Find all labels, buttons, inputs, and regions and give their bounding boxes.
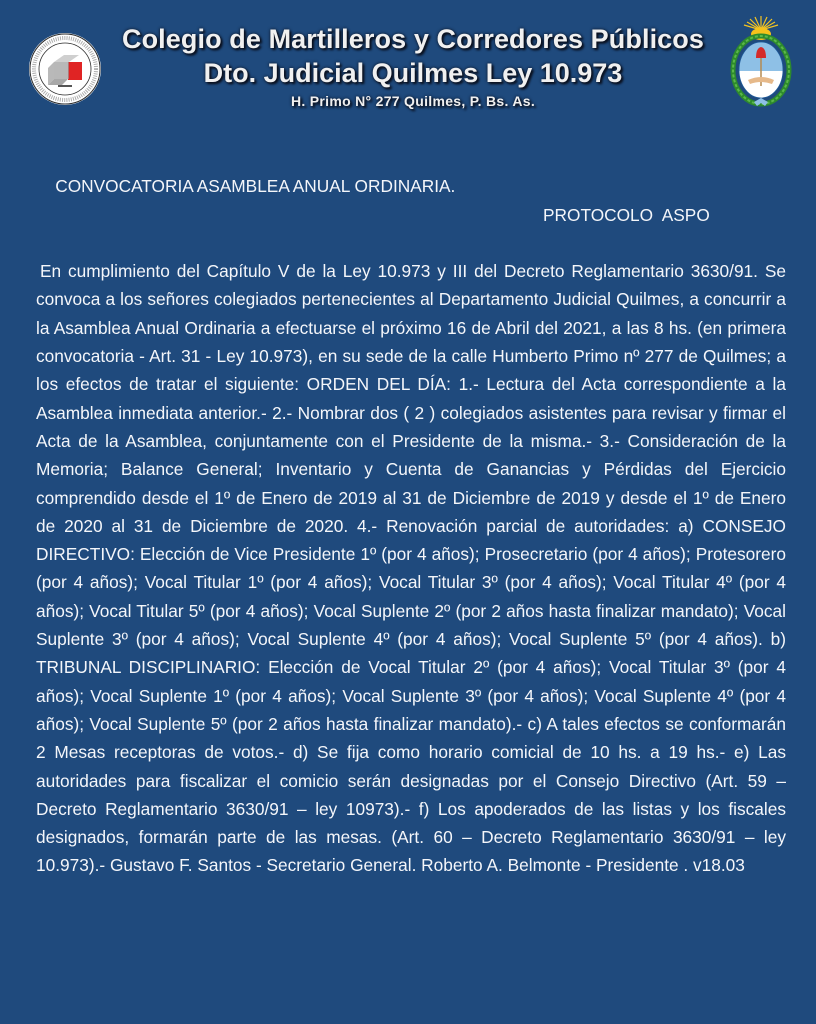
judicial-district: Dto. Judicial Quilmes Ley 10.973 [203, 58, 623, 88]
address: H. Primo N° 277 Quilmes, P. Bs. As. [290, 93, 536, 109]
college-name: Colegio de Martilleros y Corredores Públicos [121, 24, 705, 54]
convocation-body: En cumplimiento del Capítulo V de la Ley 10.973 y III del Decreto Reglamentario 3630/91. Se convoca a los señores colegiados pertenecientes al Departamento Judicial Quilmes, a concurrir a la Asamblea Anual Ordinaria a efectuarse el próximo 16 de Abril del 2021, a las 8 hs. (en primera convocatoria - Art. 31 - Ley 10.973), en su sede de la calle Humberto Primo nº 277 de Quilmes; a los efectos de tratar el siguiente: ORDEN DEL DÍA: 1.- Lectura del Acta correspondiente a la Asamblea inmediata anterior.- 2.- Nombrar dos ( 2 ) colegiados asistentes para revisar y firmar el Acta de la Asamblea, conjuntamente con el Presidente de la misma.- 3.- Consideración de la Memoria; Balance General; Inventario y Cuenta de Ganancias y Pérdidas del Ejercicio comprendido desde el 1º de Enero de 2019 al 31 de Diciembre de 2019 y desde el 1º de Enero de 2020 al 31 de Diciembre de 2020. 4.- Renovación parcial de autoridades: a) CONSEJO DIRECTIVO: Elección de Vice Presidente 1º (por 4 años); Prosecretario (por 4 años); Protesorero (por 4 años); Vocal Titular 1º (por 4 años); Vocal Titular 3º (por 4 años); Vocal Titular 4º (por 4 años); Vocal Titular 5º (por 4 años); Vocal Suplente 2º (por 2 años hasta finalizar mandato); Vocal Suplente 3º (por 4 años); Vocal Suplente 4º (por 4 años); Vocal Suplente 5º (por 4 años). b) TRIBUNAL DISCIPLINARIO: Elección de Vocal Titular 2º (por 4 años); Vocal Titular 3º (por 4 años); Vocal Suplente 1º (por 4 años); Vocal Suplente 3º (por 4 años); Vocal Suplente 4º (por 4 años); Vocal Suplente 5º (por 2 años hasta finalizar mandato).- c) A tales efectos se conformarán 2 Mesas receptoras de votos.- d) Se fija como horario comicial de 10 hs. a 19 hs.- e) Las autoridades para fiscalizar el comicio serán designadas por el Consejo Directivo (Art. 59 – Decreto Reglamentario 3630/91 – ley 10973).- f) Los apoderados de las listas y los fiscales designados, formarán parte de las mesas. (Art. 60 – Decreto Reglamentario 3630/91 – ley 10.973).- Gustavo F. Santos - Secretario General. Roberto A. Belmonte - Presidente . v18.03 [36, 261, 786, 876]
convocation-title: CONVOCATORIA ASAMBLEA ANUAL ORDINARIA. [55, 176, 456, 197]
protocol-label: PROTOCOLO ASPO [543, 204, 710, 225]
document-heading-row [36, 144, 786, 257]
coat-of-arms-icon [728, 14, 794, 114]
argentina-coat-of-arms [728, 14, 794, 114]
convocation-document [36, 144, 786, 880]
letterhead [0, 0, 816, 130]
